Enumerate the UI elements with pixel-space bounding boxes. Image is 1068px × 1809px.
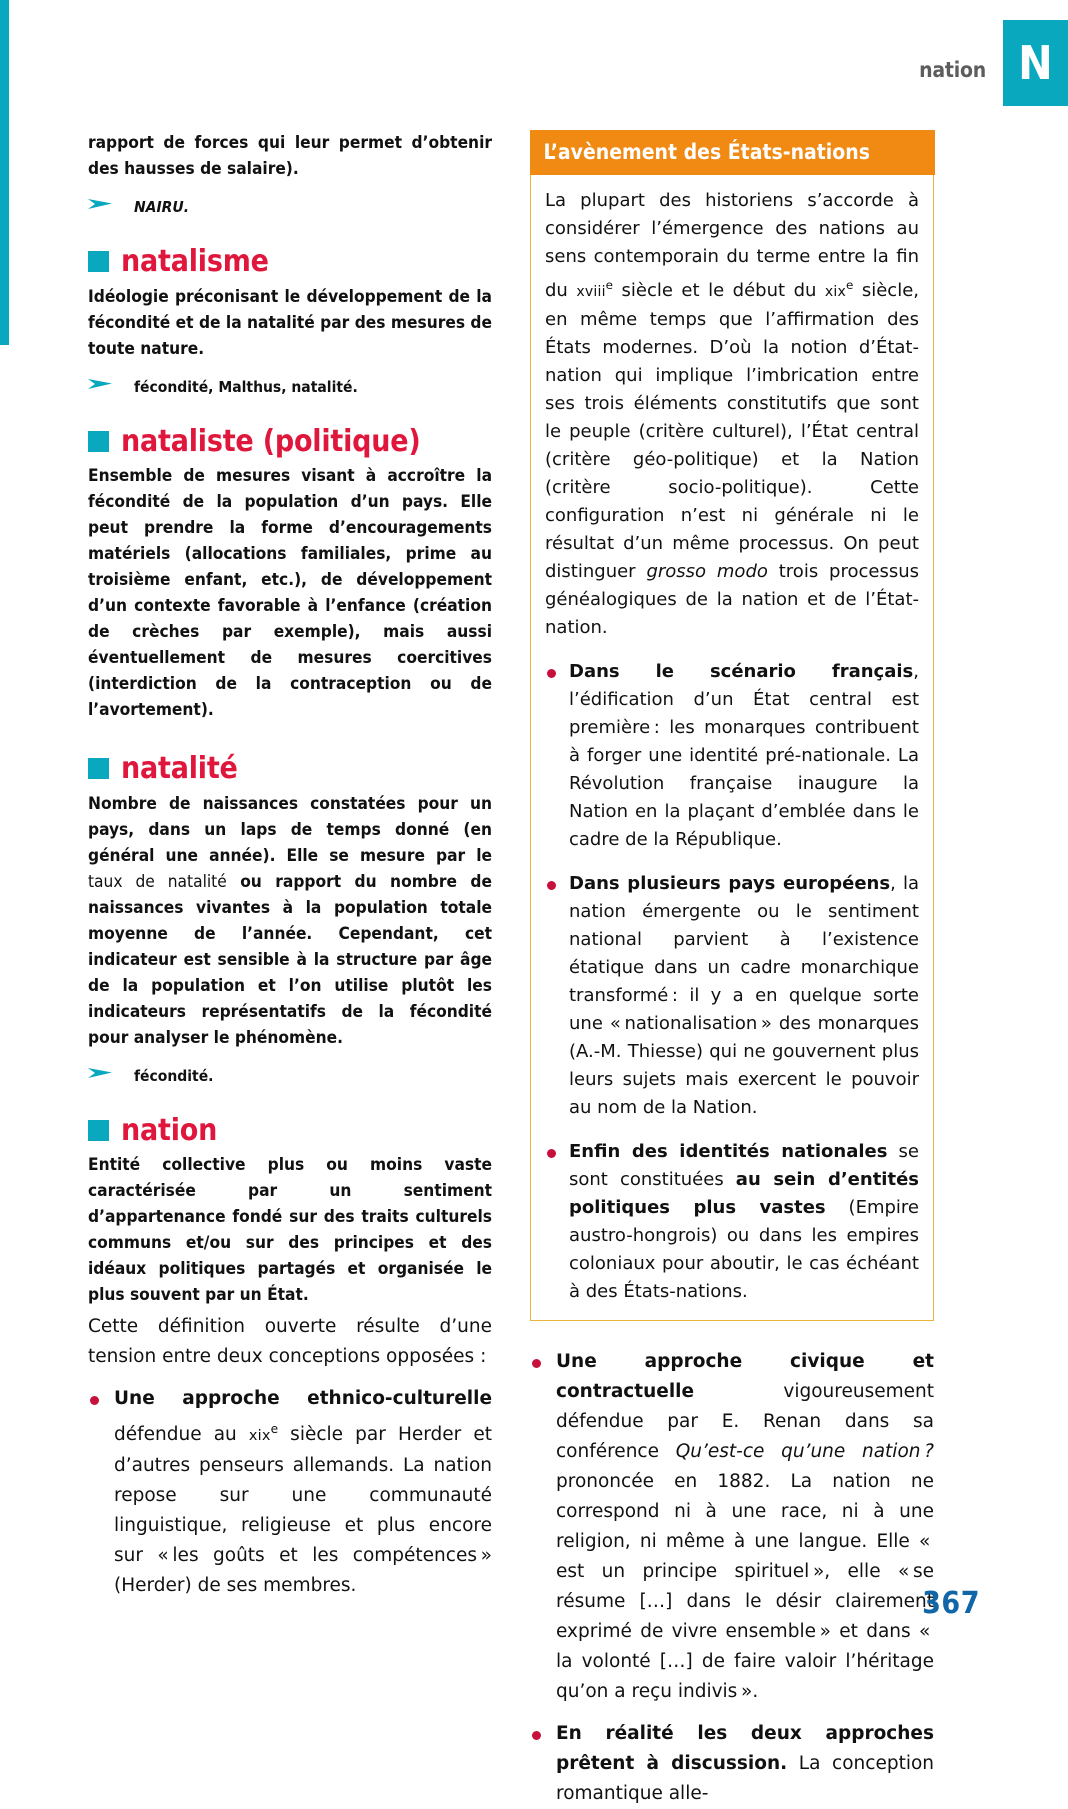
entry-heading-nation [88, 1112, 492, 1148]
bullet-lead: Une approche civique et contractuelle [556, 1351, 934, 1402]
right-column [530, 130, 934, 1809]
box-bullet-paragraph [545, 870, 919, 1122]
century-superscript: e [846, 278, 854, 292]
box-intro-c: siècle, en même temps que l’affirmation des États modernes. D’où la notion d’État-nation qui implique l’imbrication entre ses trois éléments constitutifs que sont le peuple (critère culturel), l’État central (critère géo-politique) et la Nation (critère socio-politique). Cette configuration n’est ni générale ni le résultat d’un même processus. On peut distinguer [545, 280, 920, 582]
bullet-dot-icon [547, 669, 556, 678]
box-bullet-paragraph [545, 1138, 919, 1306]
bullet-rest-a: vigoureusement défendue par E. Renan dans sa conférence [556, 1381, 934, 1462]
sidebar-box-title: L’avènement des États-nations [530, 130, 935, 175]
bullet-lead: En réalité les deux approches prêtent à discussion. [556, 1723, 934, 1774]
entry-definition: Entité collective plus ou moins vaste caractérisée par un sentiment d’appartenance fondé sur des traits culturels communs et/ou sur des principes et des idéaux politiques partagés et organisée le plus souvent par un État. [88, 1155, 492, 1305]
bullet-lead-secondary: au sein d’entités politiques plus vastes [569, 1169, 919, 1218]
definition-part-1: Nombre de naissances constatées pour un pays, dans un laps de temps donné (en général une année). Elle se mesure par le [88, 793, 492, 866]
bullet-paragraph [530, 1347, 934, 1707]
cross-reference-label: fécondité, Malthus, natalité. [134, 377, 358, 396]
continued-paragraph: rapport de forces qui leur permet d’obtenir des hausses de salaire). [88, 133, 492, 179]
definition-term-highlight: taux de natalité [88, 871, 227, 892]
century-smallcaps: xix [824, 284, 847, 300]
bullet-rest-b: siècle par Herder et d’autres penseurs allemands. La nation repose sur une communauté linguistique, religieuse et plus encore sur « les goûts et les compétences » (Herder) de ses membres. [114, 1424, 492, 1597]
entry-heading-natalisme [88, 246, 492, 278]
entry-square-icon [88, 758, 109, 779]
cross-reference[interactable] [88, 196, 492, 216]
edge-marker-bar [0, 0, 9, 345]
entry-term: nation [121, 1112, 218, 1148]
century-smallcaps: xix [248, 1428, 271, 1445]
cross-reference-label: NAIRU. [134, 198, 190, 216]
commentary-intro: Cette définition ouverte résulte d’une tension entre deux conceptions opposées : [88, 1316, 492, 1367]
box-intro-italic: grosso modo [646, 561, 768, 582]
bullet-dot-icon [532, 1359, 541, 1368]
entry-square-icon [88, 251, 109, 272]
entry-definition: Ensemble de mesures visant à accroître la fécondité de la population d’un pays. Elle peut prendre la forme d’encouragements matériels (allocations familiales, prime au troisième enfant, etc.), de développement d’un contexte favorable à l’enfance (création de crèches par exemple), mais aussi éventuellement de mesures coercitives (interdiction de la contraception ou de l’avortement). [88, 466, 492, 720]
bullet-lead: Dans plusieurs pays européens [569, 873, 891, 894]
bullet-rest-a: défendue au [114, 1424, 249, 1446]
bullet-dot-icon [547, 881, 556, 890]
arrow-right-icon [88, 376, 134, 392]
bullet-lead: Enfin des identités nationales [569, 1141, 888, 1162]
entry-term: natalité [121, 751, 238, 786]
running-head [919, 20, 1068, 106]
bullet-dot-icon [547, 1149, 556, 1158]
bullet-italic-title: Qu’est-ce qu’une nation ? [675, 1441, 935, 1462]
bullet-rest: La conception romantique alle- [556, 1753, 935, 1804]
box-intro-paragraph [545, 187, 919, 642]
bullet-paragraph [530, 1719, 934, 1809]
bullet-rest-b: (Empire austro-hongrois) ou dans les empires coloniaux pour aboutir, le cas échéant à des États-nations. [569, 1197, 919, 1302]
box-intro-b: siècle et le début du [612, 280, 825, 301]
entry-term: natalisme [121, 244, 269, 279]
entry-heading-nataliste-politique [88, 423, 492, 459]
cross-reference-label: fécondité. [134, 1066, 214, 1085]
bullet-dot-icon [90, 1396, 99, 1405]
page-number: 367 [922, 1586, 980, 1621]
running-head-word: nation [919, 58, 986, 82]
bullet-paragraph [88, 1384, 492, 1601]
bullet-lead: Une approche ethnico-culturelle [114, 1388, 492, 1409]
entry-square-icon [88, 431, 109, 452]
box-intro-d: trois processus généalogiques de la nation et de l’État-nation. [545, 561, 919, 638]
entry-definition: Idéologie préconisant le développement de la fécondité et de la natalité par des mesures de toute nature. [88, 286, 492, 359]
century-superscript: e [605, 278, 613, 292]
century-superscript: e [270, 1422, 279, 1436]
bullet-rest-b: prononcée en 1882. La nation ne correspond ni à une race, ni à une religion, ni même à une langue. Elle « est un principe spirituel », elle « se résume […] dans le désir clairement exprimé de vivre ensemble » et dans « la volonté […] de faire valoir l’héritage qu’on a reçu indivis ». [556, 1471, 934, 1702]
entry-heading-natalite [88, 753, 492, 785]
box-bullet-paragraph [545, 658, 919, 854]
bullet-lead: Dans le scénario français [569, 661, 914, 682]
cross-reference[interactable] [88, 376, 492, 396]
bullet-rest-a: se sont constituées [569, 1141, 919, 1190]
cross-reference[interactable] [88, 1065, 492, 1085]
entry-square-icon [88, 1120, 109, 1141]
bullet-rest: , l’édification d’un État central est première : les monarques contribuent à forger une identité pré-nationale. La Révolution française inaugure la Nation en la plaçant d’emblée dans le cadre de la République. [569, 661, 919, 850]
century-smallcaps: xviii [576, 284, 606, 300]
bullet-rest: , la nation émergente ou le sentiment national parvient à l’existence étatique dans un cadre monarchique transformé : il y a en quelque sorte une « nationalisation » des monarques (A.-M. Thiesse) qui ne gouvernent plus leurs sujets mais exercent le pouvoir au nom de la Nation. [569, 873, 919, 1118]
entry-term: nataliste (politique) [121, 423, 421, 459]
sidebar-box-body [531, 175, 933, 1320]
arrow-right-icon [88, 196, 134, 212]
entry-definition [88, 791, 492, 1051]
definition-part-2: ou rapport du nombre de naissances vivantes à la population totale moyenne de l’année. Cependant, cet indicateur est sensible à la structure par âge de la population et l’on utilise plutôt les indicateurs représentatifs de la fécondité pour analyser le phénomène. [88, 871, 492, 1048]
bullet-dot-icon [532, 1731, 541, 1740]
left-column [88, 130, 492, 1601]
arrow-right-icon [88, 1065, 134, 1081]
box-intro-a: La plupart des historiens s’accorde à considérer l’émergence des nations au sens contemporain du terme entre la fin du [545, 190, 919, 301]
running-head-letter: N [1003, 20, 1068, 106]
sidebar-box [530, 130, 934, 1321]
